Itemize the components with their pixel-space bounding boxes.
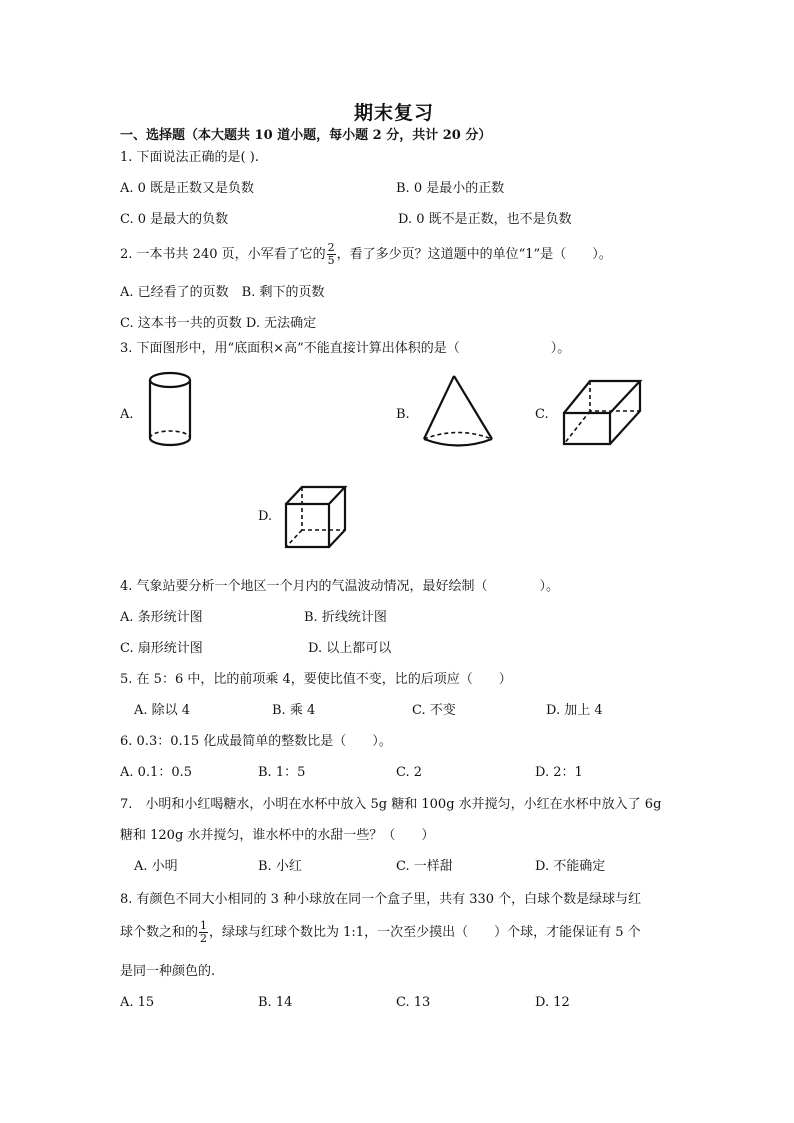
q4-option-b: B. 折线统计图 bbox=[304, 610, 387, 625]
q6-option-b: B. 1：5 bbox=[258, 765, 306, 780]
question-8-line-3: 是同一种颜色的. bbox=[120, 964, 216, 979]
q3-option-c: C. bbox=[535, 407, 549, 422]
question-5-stem: 5. 在 5：6 中，比的前项乘 4，要使比值不变，比的后项应（ ） bbox=[120, 672, 512, 687]
q2-options-ab: A. 已经看了的页数 B. 剩下的页数 bbox=[120, 285, 325, 300]
cylinder-figure bbox=[140, 368, 200, 458]
question-7-line-2: 糖和 120g 水并搅匀，谁水杯中的水甜一些？（ ） bbox=[120, 828, 435, 843]
q5-option-c: C. 不变 bbox=[412, 703, 456, 718]
q1-option-d: D. 0 既不是正数，也不是负数 bbox=[398, 212, 572, 227]
q3-option-d: D. bbox=[258, 509, 273, 524]
page-title: 期末复习 bbox=[354, 102, 435, 124]
q1-option-c: C. 0 是最大的负数 bbox=[120, 212, 229, 227]
question-1-stem: 1. 下面说法正确的是( ). bbox=[120, 150, 259, 165]
q7-option-a: A. 小明 bbox=[134, 859, 178, 874]
q8-option-b: B. 14 bbox=[258, 995, 293, 1010]
q5-option-a: A. 除以 4 bbox=[134, 703, 191, 718]
q8-option-a: A. 15 bbox=[120, 995, 155, 1010]
question-2-stem bbox=[120, 240, 612, 270]
q4-option-c: C. 扇形统计图 bbox=[120, 641, 203, 656]
q6-option-d: D. 2：1 bbox=[535, 765, 583, 780]
q5-option-b: B. 乘 4 bbox=[272, 703, 316, 718]
q8-line-2-text-rest: ，绿球与红球个数比为 1:1，一次至少摸出（ ）个球，才能保证有 5 个 bbox=[209, 925, 641, 940]
q1-option-a: A. 0 既是正数又是负数 bbox=[120, 181, 255, 196]
question-6-stem: 6. 0.3：0.15 化成最简单的整数比是（ ）。 bbox=[120, 734, 392, 749]
fraction-numerator: 2 bbox=[327, 241, 335, 254]
q8-option-d: D. 12 bbox=[535, 995, 570, 1010]
fraction-one-half bbox=[199, 920, 208, 945]
q4-option-a: A. 条形统计图 bbox=[120, 610, 203, 625]
fraction-two-fifths bbox=[327, 242, 336, 267]
cube-figure bbox=[282, 484, 357, 554]
q8-line-2-text: 球个数之和的 bbox=[120, 925, 199, 940]
fraction-denominator: 5 bbox=[327, 254, 335, 267]
q1-option-b: B. 0 是最小的正数 bbox=[396, 181, 505, 196]
cone-figure bbox=[418, 372, 498, 452]
question-7-line-1: 7. 小明和小红喝糖水，小明在水杯中放入 5g 糖和 100g 水并搅匀，小红在水杯中放入了 6g bbox=[120, 797, 662, 812]
section-heading: 一、选择题（本大题共 10 道小题，每小题 2 分，共计 20 分） bbox=[120, 128, 492, 143]
q6-option-a: A. 0.1：0.5 bbox=[120, 765, 193, 780]
q3-option-b: B. bbox=[396, 407, 410, 422]
q4-option-d: D. 以上都可以 bbox=[308, 641, 392, 656]
q2-stem-text-rest: ，看了多少页？这道题中的单位“1”是（ ）。 bbox=[336, 247, 612, 262]
q2-options-cd: C. 这本书一共的页数 D. 无法确定 bbox=[120, 316, 317, 331]
cuboid-figure bbox=[560, 378, 650, 453]
q3-option-a: A. bbox=[120, 407, 134, 422]
question-8-line-1: 8. 有颜色不同大小相同的 3 种小球放在同一个盒子里，共有 330 个，白球个数是绿球与红 bbox=[120, 892, 642, 907]
q7-option-c: C. 一样甜 bbox=[396, 859, 453, 874]
q5-option-d: D. 加上 4 bbox=[546, 703, 603, 718]
question-8-line-2 bbox=[120, 918, 641, 948]
question-3-stem: 3. 下面图形中，用“底面积×高”不能直接计算出体积的是（ ）。 bbox=[120, 341, 571, 356]
fraction-numerator: 1 bbox=[200, 919, 208, 932]
q2-stem-text: 2. 一本书共 240 页，小军看了它的 bbox=[120, 247, 326, 262]
q6-option-c: C. 2 bbox=[396, 765, 423, 780]
q7-option-b: B. 小红 bbox=[258, 859, 302, 874]
q7-option-d: D. 不能确定 bbox=[535, 859, 606, 874]
q8-option-c: C. 13 bbox=[396, 995, 431, 1010]
fraction-denominator: 2 bbox=[200, 932, 208, 945]
question-4-stem: 4. 气象站要分析一个地区一个月内的气温波动情况，最好绘制（ ）。 bbox=[120, 579, 560, 594]
